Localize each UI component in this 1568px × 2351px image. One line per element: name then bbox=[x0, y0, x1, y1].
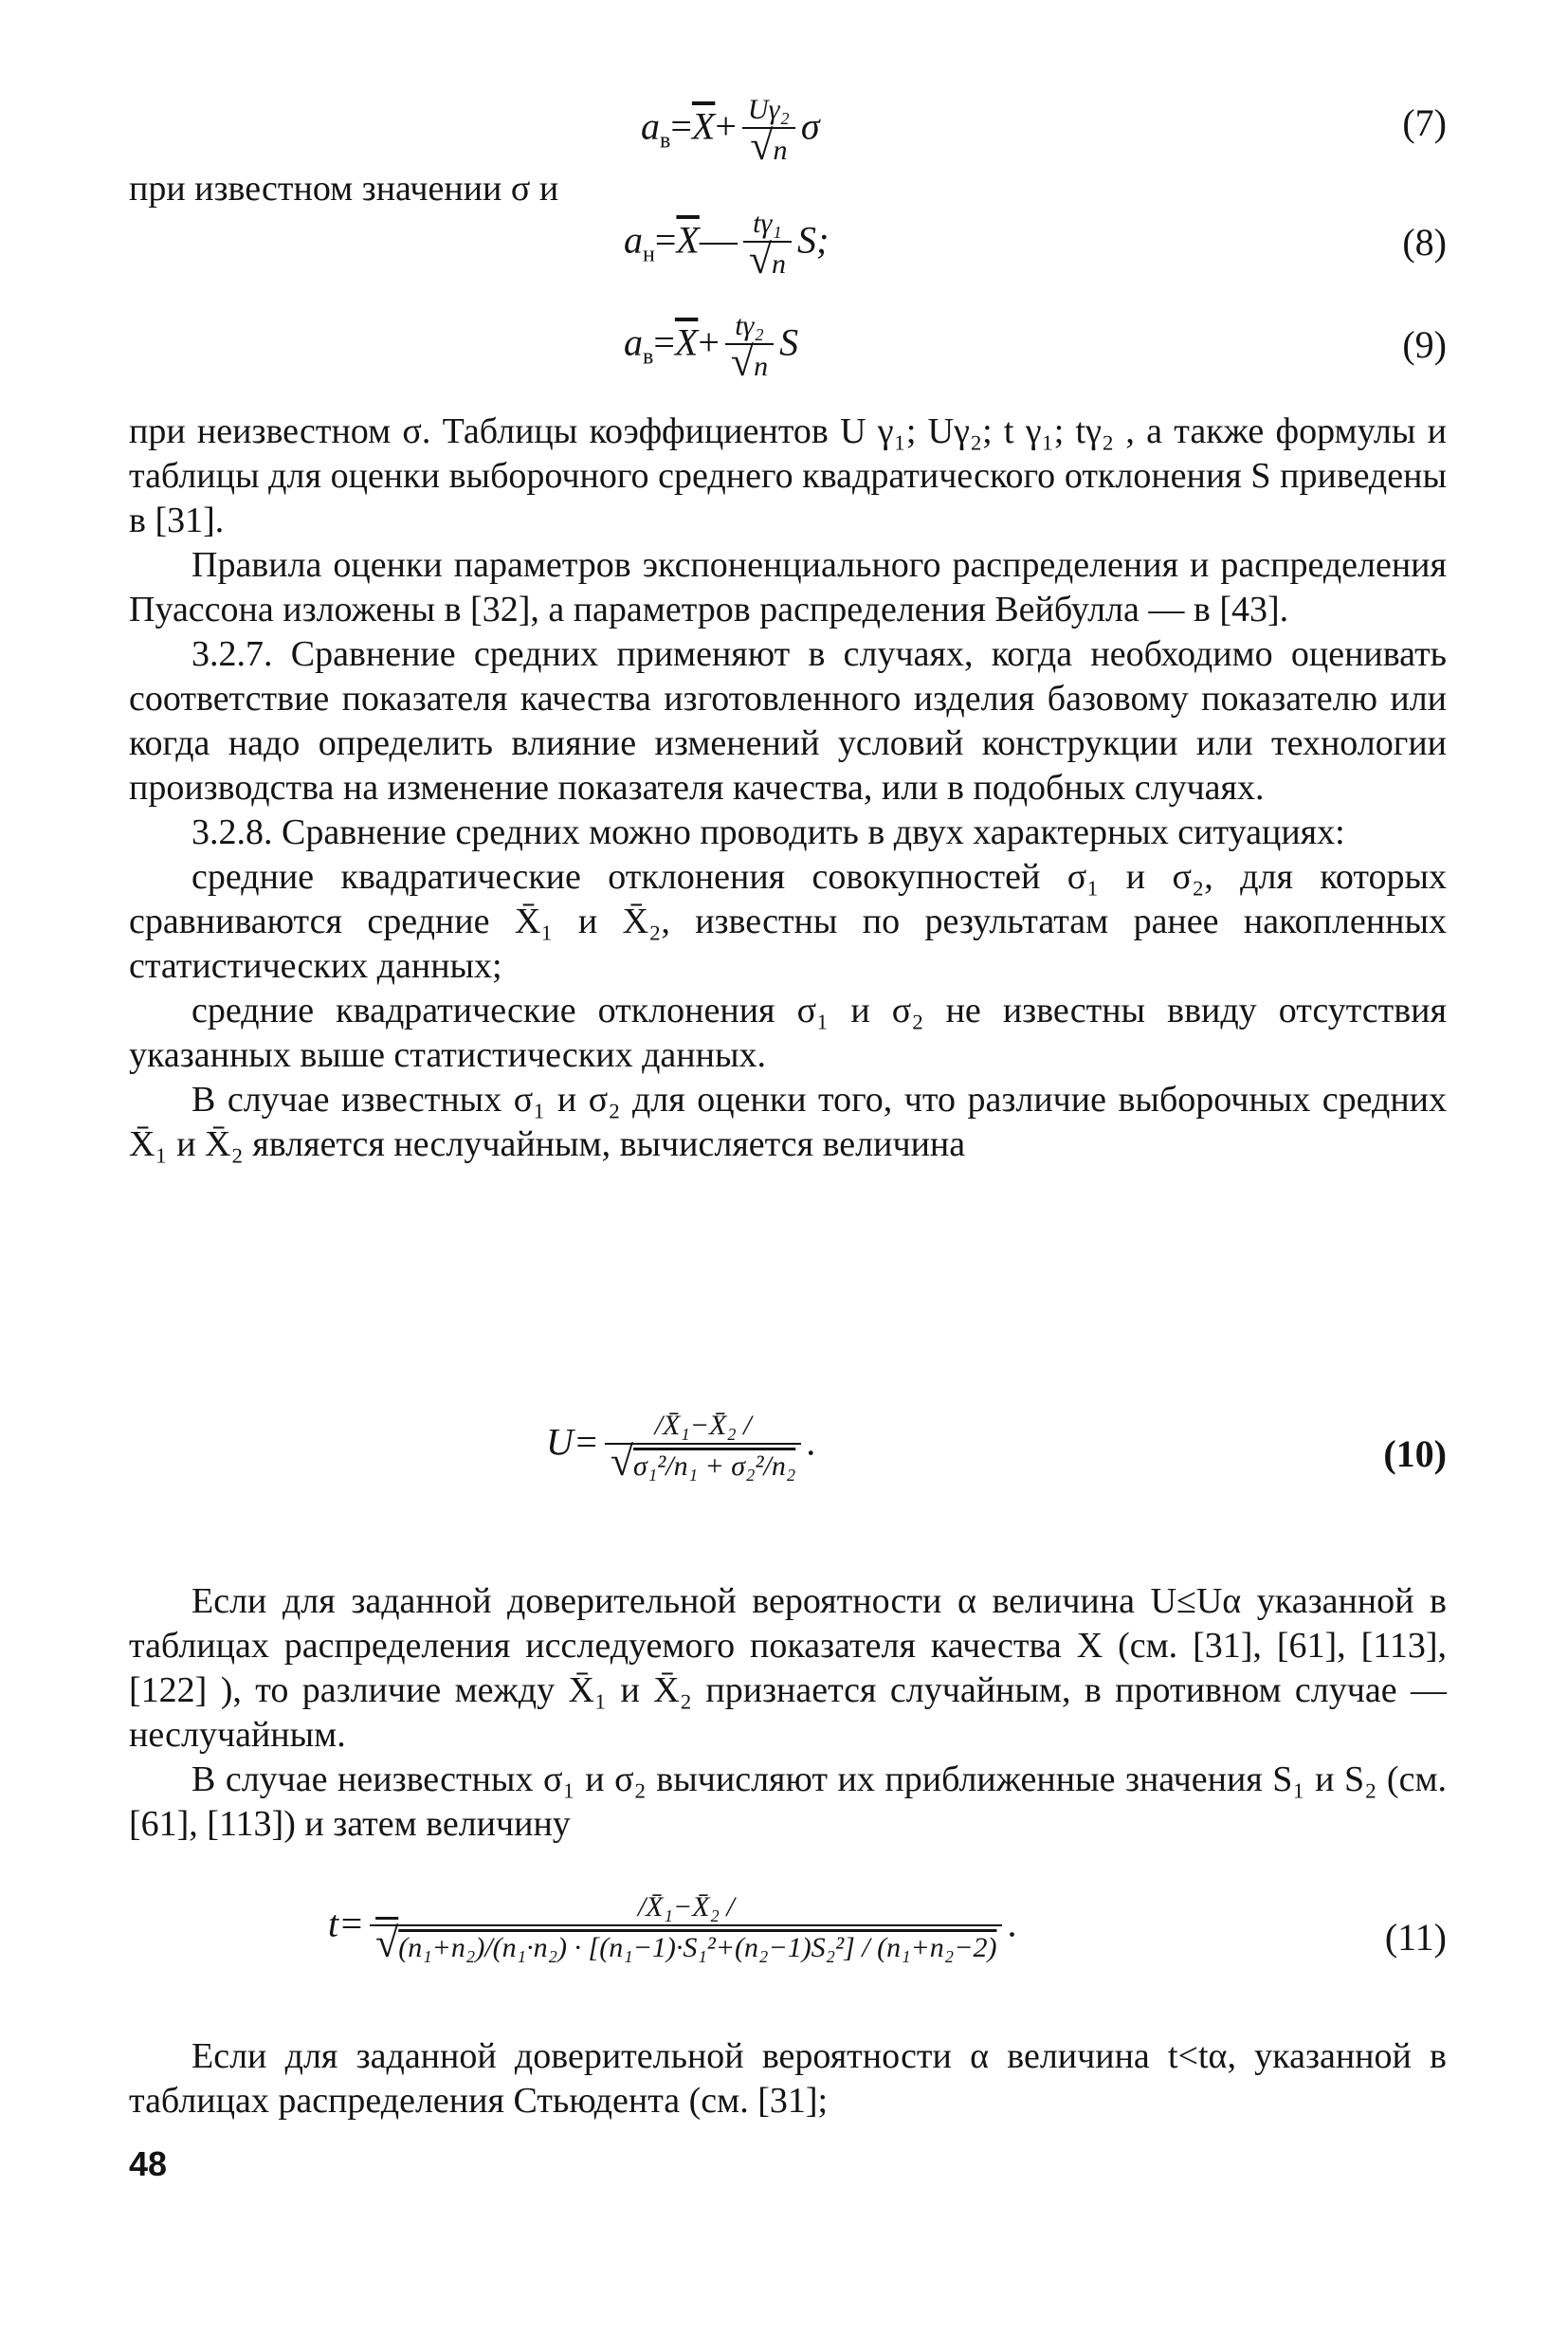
formula-11-fraction bbox=[370, 1890, 1002, 1965]
formula-7-fraction bbox=[742, 93, 795, 168]
formula-11-numerator: /X̄₁−X̄₂ / bbox=[370, 1890, 1002, 1926]
paragraph-1: при известном значении σ и bbox=[129, 169, 559, 209]
sqrt-icon: √ bbox=[375, 1920, 399, 1966]
formula-9-eq: = bbox=[653, 320, 675, 364]
formula-11-lhs: t= bbox=[328, 1902, 365, 1945]
formula-8-den-value: n bbox=[772, 248, 786, 280]
formula-8-label: (8) bbox=[1402, 221, 1447, 264]
paragraph-3: Правила оценки параметров экспоненциального распределения и распределения Пуассона изложены в [32], а параметров распределения Вейбулла — в [43]. bbox=[129, 545, 1447, 629]
sqrt-icon: √ bbox=[610, 1438, 634, 1485]
formula-11-body bbox=[328, 1890, 1017, 1965]
paragraph-2: при неизвестном σ. Таблицы коэффициентов U γ₁; Uγ₂; t γ₁; tγ₂ , а также формулы и таблицы для оценки выборочного среднего квадратического отклонения S приведены в [31]. bbox=[129, 411, 1447, 540]
formula-10-numerator: /X̄₁−X̄₂ / bbox=[605, 1409, 801, 1445]
formula-9-lhs: a bbox=[624, 320, 643, 364]
formula-7-eq: = bbox=[670, 104, 692, 148]
sqrt-icon: √ bbox=[748, 236, 772, 282]
page-number: 48 bbox=[129, 2144, 168, 2183]
paragraph-4: 3.2.7. Сравнение средних применяют в случаях, когда необходимо оценивать соответствие показателя качества изготовленного изделия базовому показателю или когда надо определить влияние изменений условий конструкции или технологии производства на изменение показателя качества, или в подобных случаях. bbox=[129, 634, 1447, 808]
formula-8-numerator: tγ₁ bbox=[743, 207, 792, 243]
formula-9-den-value: n bbox=[754, 351, 769, 382]
formula-9-denominator bbox=[725, 338, 774, 385]
paragraph-6: средние квадратические отклонения совокупностей σ₁ и σ₂, для которых сравниваются средние X̄₁ и X̄₂, известны по результатам ранее накопленных статистических данных; bbox=[129, 857, 1447, 986]
formula-9-label: (9) bbox=[1402, 323, 1447, 366]
formula-8-sign: — bbox=[699, 218, 738, 262]
formula-8-sub: н bbox=[643, 242, 655, 267]
formula-10-fraction bbox=[605, 1409, 801, 1484]
formula-9-sign: + bbox=[698, 320, 720, 364]
text-block-1 bbox=[129, 410, 1447, 1167]
formula-7-den-value: n bbox=[773, 135, 788, 166]
paragraph-11: Если для заданной доверительной вероятности α величина t<tα, указанной в таблицах распределения Стьюдента (см. [31]; bbox=[129, 2036, 1447, 2121]
formula-8-eq: = bbox=[654, 218, 677, 262]
formula-8 bbox=[129, 207, 1447, 292]
sqrt-icon: √ bbox=[730, 338, 755, 385]
formula-7-label: (7) bbox=[1402, 101, 1447, 144]
formula-10-label: (10) bbox=[1383, 1432, 1447, 1475]
formula-10-den-value: σ₁²/n₁ + σ₂²/n₂ bbox=[633, 1450, 796, 1482]
formula-11-label: (11) bbox=[1384, 1916, 1447, 1959]
formula-11-den-left: (n₁+n₂)/(n₁·n₂) bbox=[398, 1932, 568, 1963]
formula-8-lhs: a bbox=[624, 218, 643, 262]
formula-8-fraction bbox=[743, 207, 792, 282]
formula-9-numerator: tγ₂ bbox=[725, 309, 774, 345]
text-block-3 bbox=[129, 2034, 1447, 2123]
sqrt-icon: √ bbox=[750, 122, 774, 169]
formula-7-tail: σ bbox=[800, 104, 820, 148]
paragraph-7: средние квадратические отклонения σ₁ и σ₂ не известны ввиду отсутствия указанных выше статистических данных. bbox=[129, 991, 1447, 1075]
formula-9 bbox=[129, 309, 1447, 394]
formula-9-sub: в bbox=[643, 344, 654, 370]
formula-10-lhs: U= bbox=[546, 1420, 599, 1464]
text-block-2 bbox=[129, 1579, 1447, 1847]
formula-7-denominator bbox=[742, 122, 795, 169]
formula-11 bbox=[129, 1886, 1447, 2010]
formula-7-numerator: Uγ₂ bbox=[742, 93, 795, 129]
formula-7-sub: в bbox=[660, 128, 671, 154]
paragraph-1-block bbox=[129, 167, 1447, 211]
formula-8-denominator bbox=[743, 236, 792, 282]
formula-9-xbar: $\overline{X}$ bbox=[674, 320, 699, 364]
paragraph-10: В случае неизвестных σ₁ и σ₂ вычисляют их приближенные значения S₁ и S₂ (см. [61], [113]) и затем величину bbox=[129, 1759, 1447, 1844]
formula-7-body bbox=[641, 93, 820, 168]
formula-9-tail: S bbox=[779, 320, 799, 364]
formula-10-denominator bbox=[605, 1438, 801, 1485]
paragraph-8: В случае известных σ₁ и σ₂ для оценки того, что различие выборочных средних X̄₁ и X̄₂ является неслучайным, вычисляется величина bbox=[129, 1080, 1447, 1164]
formula-8-xbar: $\overline{X}$ bbox=[676, 218, 700, 262]
formula-8-body bbox=[624, 207, 829, 282]
formula-7 bbox=[129, 93, 1447, 178]
formula-11-den-right: [(n₁−1)·S₁²+(n₂−1)S₂²] / (n₁+n₂−2) bbox=[588, 1932, 997, 1963]
formula-10 bbox=[129, 1405, 1447, 1519]
formula-7-xbar: $\overline{X}$ bbox=[691, 104, 716, 148]
formula-9-fraction bbox=[725, 309, 774, 384]
formula-11-denominator: √(n₁+n₂)/(n₁·n₂) · [(n₁−1)·S₁²+(n₂−1)S₂²] / (n₁+n₂−2) bbox=[375, 1920, 997, 1966]
paragraph-5: 3.2.8. Сравнение средних можно проводить в двух характерных ситуациях: bbox=[191, 812, 1345, 852]
formula-7-lhs: a bbox=[641, 104, 660, 148]
formula-10-tail: . bbox=[807, 1420, 817, 1464]
paragraph-9: Если для заданной доверительной вероятности α величина U≤Uα указанной в таблицах распределения исследуемого показателя качества X (см. [31], [61], [113],[122] ), то различие между X̄₁ и X̄₂ признается случайным, в противном случае — неслучайным. bbox=[129, 1581, 1447, 1755]
formula-10-body bbox=[546, 1409, 816, 1484]
formula-11-tail: . bbox=[1008, 1902, 1018, 1945]
formula-9-body bbox=[624, 309, 798, 384]
formula-7-sign: + bbox=[715, 104, 737, 148]
formula-8-tail: S; bbox=[797, 218, 830, 262]
